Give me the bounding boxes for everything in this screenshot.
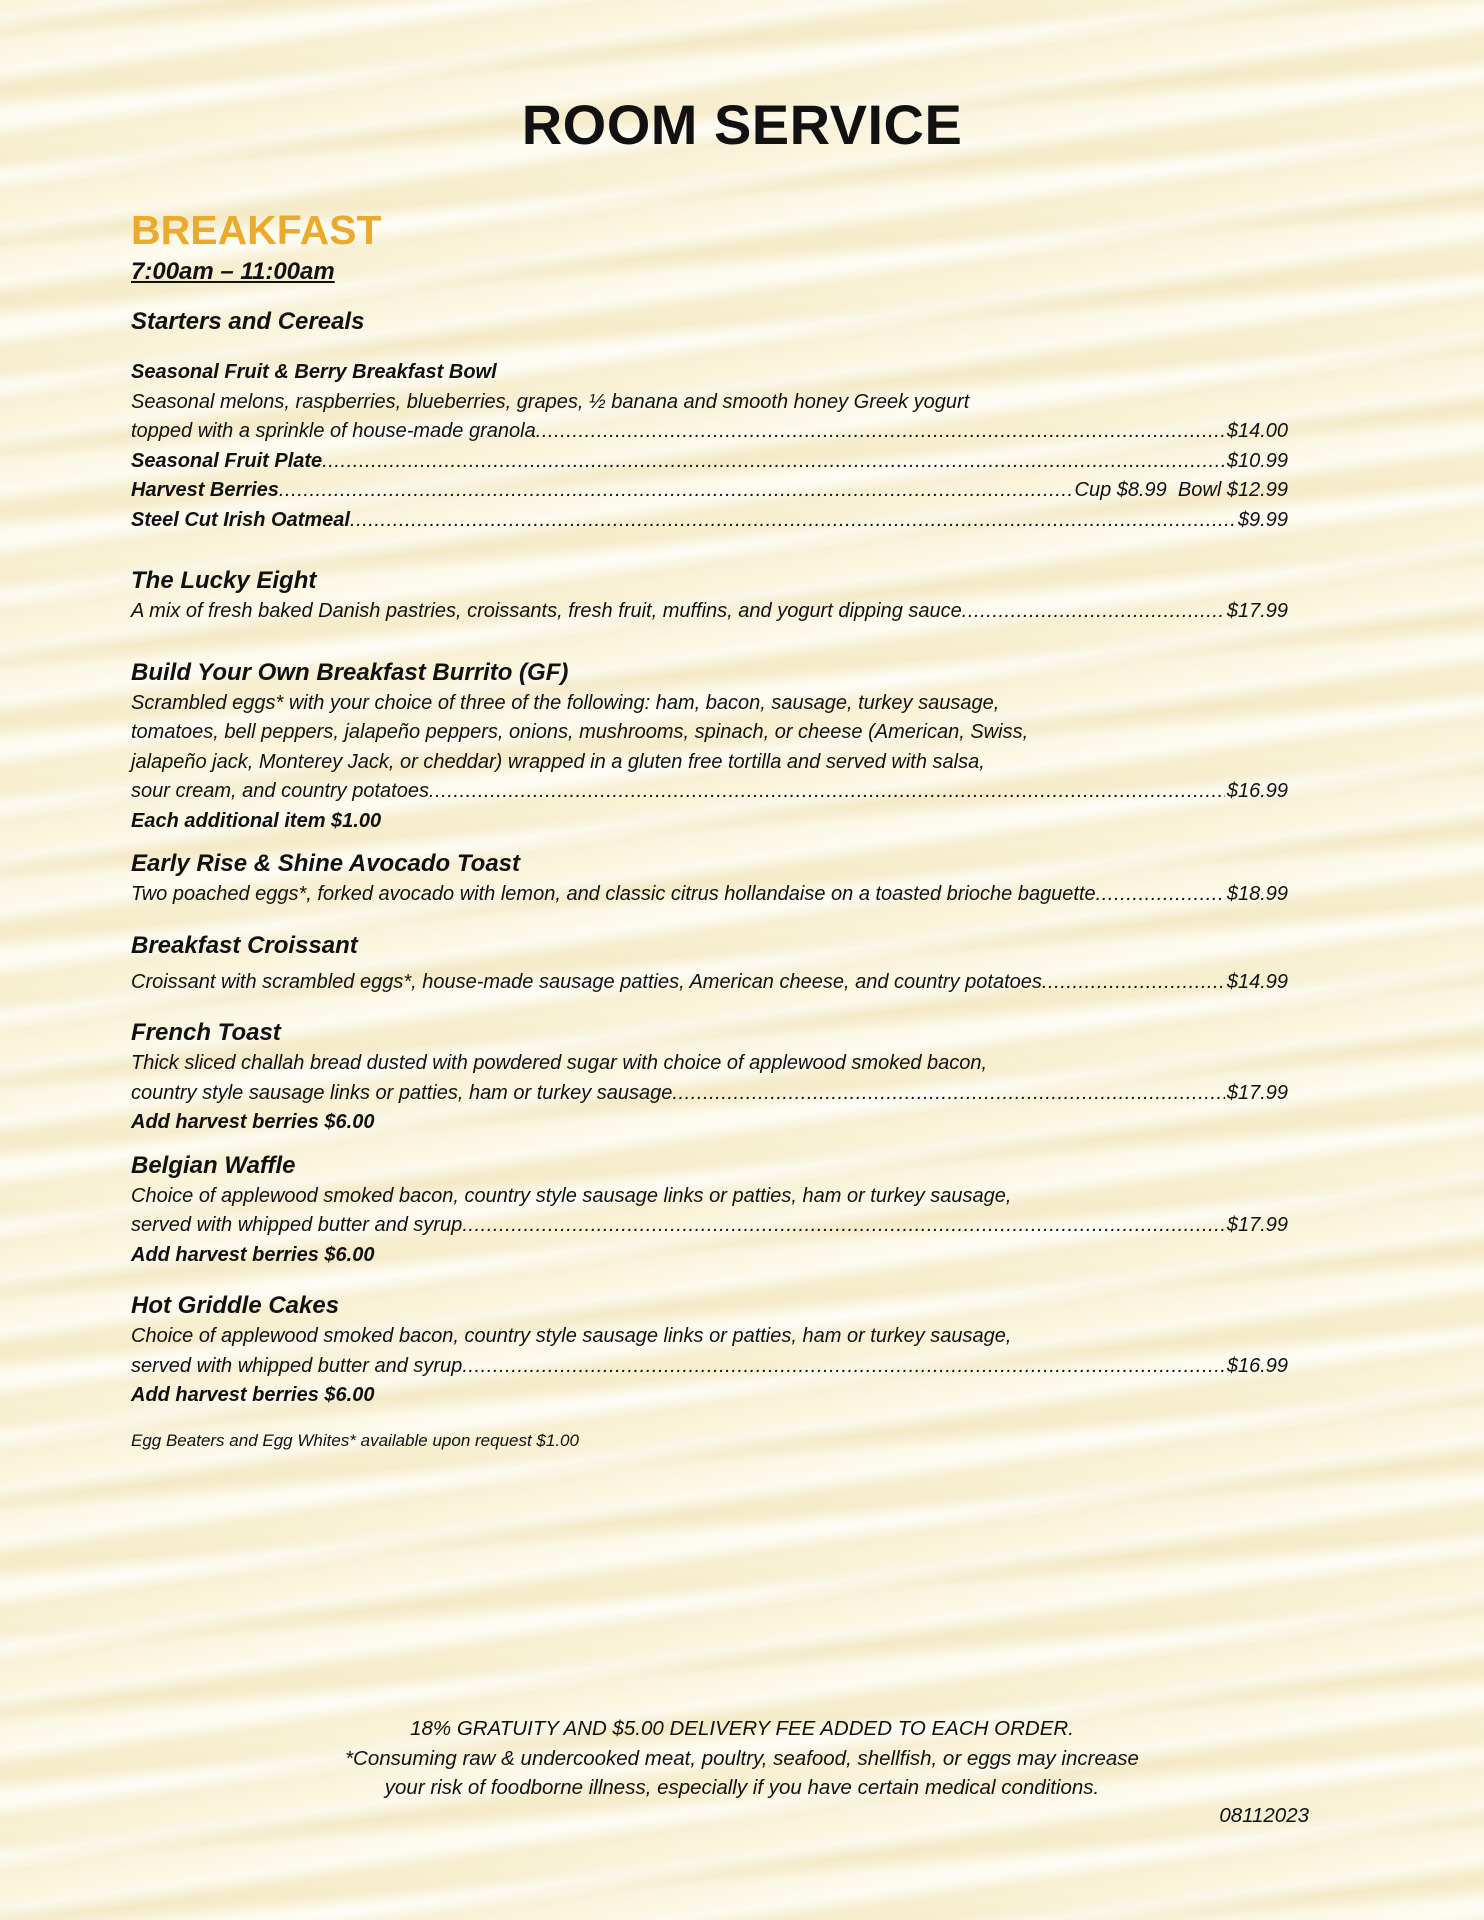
item-name: Seasonal Fruit & Berry Breakfast Bowl [131,361,497,383]
menu-content [131,206,1288,1453]
item-price: $17.99 [1226,1081,1288,1104]
item-description: country style sausage links or patties, ham or turkey sausage [131,1081,673,1104]
item-price-row [131,417,1288,447]
item-description: Croissant with scrambled eggs*, house-made sausage patties, American cheese, and country potatoes [131,970,1042,993]
item-description: served with whipped butter and syrup [131,1214,463,1236]
item-price: $18.99 [1226,883,1288,905]
dot-leader [429,777,1225,807]
item-price-row [131,880,1288,910]
dot-leader [279,476,1073,506]
item-heading-griddle-cakes: Hot Griddle Cakes [131,1292,340,1319]
dot-leader [350,506,1236,536]
dot-leader [1096,880,1225,910]
item-name: Harvest Berries [131,479,279,501]
item-heading-lucky-eight: The Lucky Eight [131,567,317,594]
item-price: $9.99 [1237,508,1288,531]
item-description: Choice of applewood smoked bacon, country style sausage links or patties, ham or turkey sausage, [131,1184,1012,1207]
group-heading-starters: Starters and Cereals [131,308,365,335]
dot-leader [462,1352,1225,1382]
dot-leader [962,597,1225,627]
item-addon: Add harvest berries $6.00 [131,1243,375,1266]
item-description: Seasonal melons, raspberries, blueberries, grapes, ½ banana and smooth honey Greek yogurt [131,390,970,413]
gratuity-notice: 18% GRATUITY AND $5.00 DELIVERY FEE ADDED TO EACH ORDER. [410,1717,1074,1740]
item-description: sour cream, and country potatoes [131,780,429,802]
item-description: jalapeño jack, Monterey Jack, or cheddar) wrapped in a gluten free tortilla and served with salsa, [131,750,985,773]
item-description: tomatoes, bell peppers, jalapeño peppers, onions, mushrooms, spinach, or cheese (American, Swiss, [131,721,1029,743]
item-price-row [131,1352,1288,1382]
dot-leader [672,1079,1224,1109]
item-description: served with whipped butter and syrup [131,1354,463,1377]
item-price: $10.99 [1226,449,1288,472]
dot-leader [1042,968,1225,998]
page-title: ROOM SERVICE [521,93,963,156]
item-description: topped with a sprinkle of house-made granola [131,420,536,442]
item-heading-french-toast: French Toast [131,1019,281,1046]
dot-leader [462,1211,1225,1241]
item-heading-burrito: Build Your Own Breakfast Burrito (GF) [131,658,569,686]
item-price: Cup $8.99 Bowl $12.99 [1074,479,1288,501]
item-price: $17.99 [1226,1214,1288,1236]
item-price-row [131,1211,1288,1241]
item-description: A mix of fresh baked Danish pastries, croissants, fresh fruit, muffins, and yogurt dipping sauce [131,600,962,622]
item-description: Scrambled eggs* with your choice of three of the following: ham, bacon, sausage, turkey sausage, [131,691,1000,714]
item-heading-avocado-toast: Early Rise & Shine Avocado Toast [131,850,521,877]
item-price: $16.99 [1226,1354,1288,1377]
item-price: $14.00 [1226,420,1288,442]
dot-leader [536,417,1225,447]
item-description: Two poached eggs*, forked avocado with lemon, and classic citrus hollandaise on a toasted brioche baguette [131,883,1096,905]
section-title: BREAKFAST [131,207,382,253]
item-price-row [131,968,1288,998]
document-code: 08112023 [1219,1804,1309,1827]
item-addon: Add harvest berries $6.00 [131,1384,375,1406]
health-warning: your risk of foodborne illness, especially if you have certain medical conditions. [384,1776,1100,1799]
item-name: Steel Cut Irish Oatmeal [131,508,350,531]
item-price-row [131,506,1288,536]
item-price-row [131,476,1288,506]
item-addon: Add harvest berries $6.00 [131,1111,375,1133]
section-hours: 7:00am – 11:00am [131,258,335,285]
health-warning: *Consuming raw & undercooked meat, poultry, seafood, shellfish, or eggs may increase [345,1746,1139,1770]
dot-leader [322,447,1225,477]
item-heading-belgian-waffle: Belgian Waffle [131,1151,296,1179]
footer-notice [0,1714,1484,1803]
item-addon: Each additional item $1.00 [131,809,382,832]
item-price: $14.99 [1226,970,1288,993]
item-name: Seasonal Fruit Plate [131,449,323,472]
item-description: Thick sliced challah bread dusted with powdered sugar with choice of applewood smoked bacon, [131,1052,988,1074]
item-price-row [131,777,1288,807]
item-price-row [131,1079,1288,1109]
item-price: $16.99 [1226,780,1288,802]
item-description: Choice of applewood smoked bacon, country style sausage links or patties, ham or turkey sausage, [131,1325,1012,1347]
item-price-row [131,597,1288,627]
item-heading-croissant: Breakfast Croissant [131,931,358,959]
item-price: $17.99 [1226,600,1288,622]
egg-note: Egg Beaters and Egg Whites* available upon request $1.00 [131,1430,579,1450]
item-price-row [131,447,1288,477]
